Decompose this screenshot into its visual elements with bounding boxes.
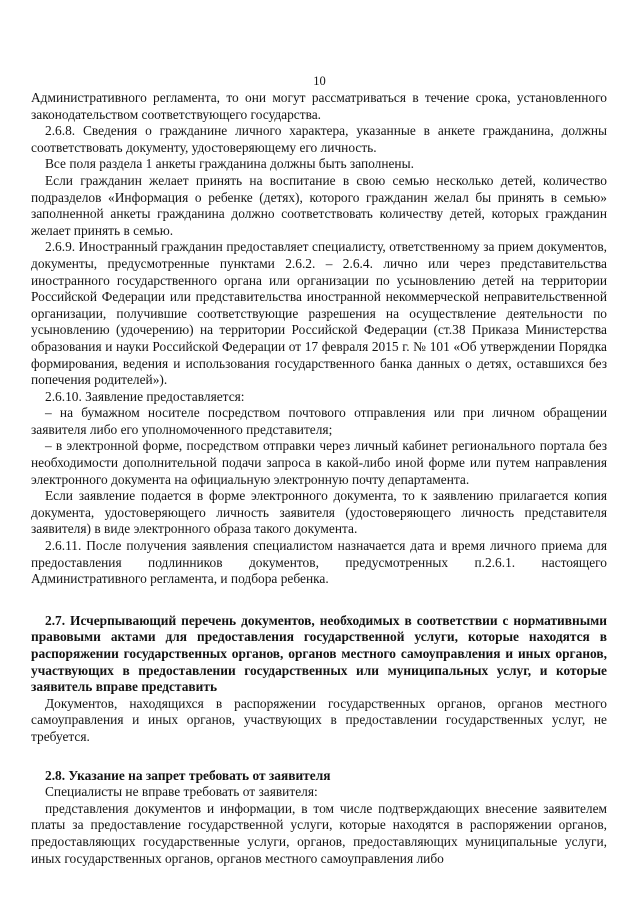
section-heading-2-8: 2.8. Указание на запрет требовать от заявителя	[45, 767, 331, 783]
paragraph: Документов, находящихся в распоряжении государственных органов, органов местного самоуправления и иных органов, участвующих в предоставлении государственных услуг, не требуется.	[31, 695, 607, 744]
paragraph: 2.6.9. Иностранный гражданин предоставляет специалисту, ответственному за прием документов, документы, предусмотренные пунктами 2.6.2. – 2.6.4. лично или через представительства иностранного государственного органа или организации по усыновлению детей на территории Российской Федерации или представительства иностранной некоммерческой неправительственной организации, получившие соответствующие разрешения на осуществление деятельности по усыновлению (удочерению) на территории Российской Федерации (ст.38 Приказа Министерства образования и науки Российской Федерации от 17 февраля 2015 г. № 101 «Об утверждении Порядка формирования, ведения и использования государственного банка данных о детях, оставшихся без попечения родителей»).	[31, 239, 607, 388]
paragraph: представления документов и информации, в том числе подтверждающих внесение заявителем платы за предоставление государственной услуги, которые находятся в распоряжении органов, предоставляющих государственные услуги, органов, предоставляющих муниципальные услуги, иных государственных органов, органов местного самоуправления либо	[31, 800, 607, 866]
paragraph: – в электронной форме, посредством отправки через личный кабинет регионального портала без необходимости дополнительной подачи запроса в какой-либо иной форме или путем направления электронного документа на официальную электронную почту департамента.	[31, 438, 607, 487]
paragraph: Все поля раздела 1 анкеты гражданина должны быть заполнены.	[45, 156, 414, 172]
paragraph: 2.6.11. После получения заявления специалистом назначается дата и время личного приема для предоставления подлинников документов, предусмотренных п.2.6.1. настоящего Административного регламента, и подбора ребенка.	[31, 538, 607, 587]
section-heading-2-7: 2.7. Исчерпывающий перечень документов, необходимых в соответствии с нормативными правовыми актами для предоставления государственной услуги, которые находятся в распоряжении государственных органов, органов местного самоуправления и иных органов, участвующих в предоставлении государственных или муниципальных услуг, и которые заявитель вправе представить	[31, 612, 607, 695]
document-body	[31, 90, 607, 867]
paragraph: Если гражданин желает принять на воспитание в свою семью несколько детей, количество подразделов «Информация о ребенке (детях), которого гражданин желал бы принять в семью» заполненной анкеты гражданина должно соответствовать количеству детей, которых гражданин желает принять в семью.	[31, 172, 607, 238]
paragraph: Административного регламента, то они могут рассматриваться в течение срока, установленного законодательством соответствующего государства.	[31, 90, 607, 122]
paragraph: Если заявление подается в форме электронного документа, то к заявлению прилагается копия документа, удостоверяющего личность заявителя (удостоверяющего личность представителя заявителя) в виде электронного образа такого документа.	[31, 488, 607, 537]
paragraph: – на бумажном носителе посредством почтового отправления или при личном обращении заявителя либо его уполномоченного представителя;	[31, 405, 607, 437]
paragraph: 2.6.8. Сведения о гражданине личного характера, указанные в анкете гражданина, должны соответствовать документу, удостоверяющему его личность.	[31, 123, 607, 155]
paragraph: 2.6.10. Заявление предоставляется:	[45, 388, 245, 404]
page-number: 10	[313, 74, 326, 88]
paragraph: Специалисты не вправе требовать от заявителя:	[45, 784, 318, 800]
